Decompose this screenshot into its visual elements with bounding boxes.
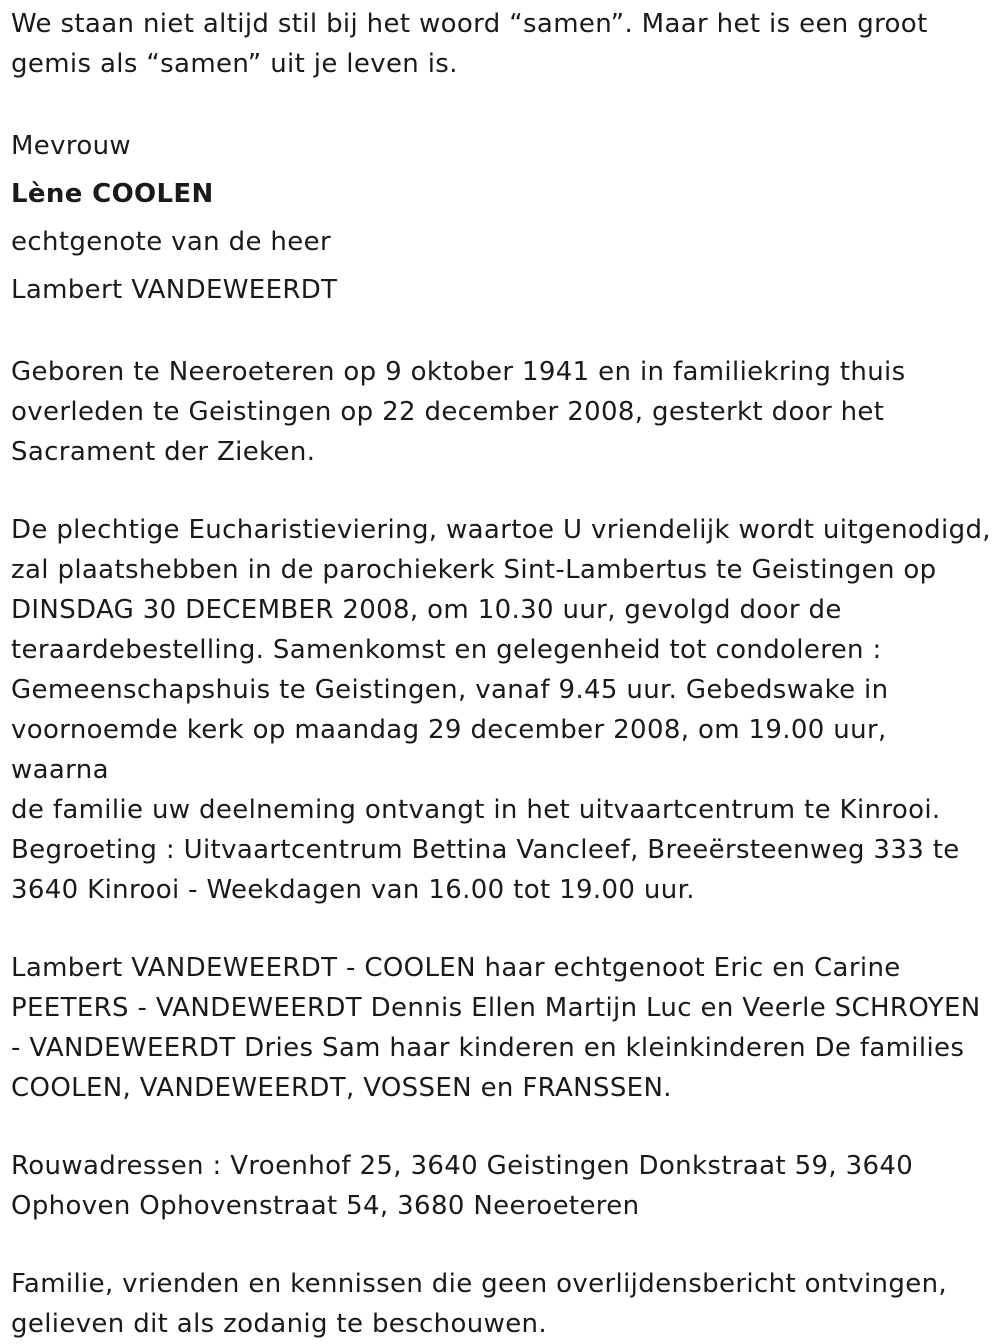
paragraph-line: Sacrament der Zieken. — [11, 437, 316, 467]
intro-line: gemis als “samen” uit je leven is. — [11, 49, 458, 79]
paragraph-line: COOLEN, VANDEWEERDT, VOSSEN en FRANSSEN. — [11, 1073, 672, 1103]
intro-line: We staan niet altijd stil bij het woord “samen”. Maar het is een groot — [11, 9, 928, 39]
paragraph-line: - VANDEWEERDT Dries Sam haar kinderen en kleinkinderen De families — [11, 1033, 965, 1063]
deceased-block — [11, 122, 991, 314]
spouse-name: Lambert VANDEWEERDT — [11, 275, 338, 305]
paragraph-line: Begroeting : Uitvaartcentrum Bettina Vancleef, Breeërsteenweg 333 te — [11, 835, 960, 865]
paragraph-line: voornoemde kerk op maandag 29 december 2008, om 19.00 uur, waarna — [11, 715, 887, 785]
relation-text: echtgenote van de heer — [11, 227, 331, 257]
intro-quote — [11, 4, 991, 84]
paragraph-line: 3640 Kinrooi - Weekdagen van 16.00 tot 19.00 uur. — [11, 875, 695, 905]
family-paragraph — [11, 948, 991, 1108]
paragraph-line: teraardebestelling. Samenkomst en gelegenheid tot condoleren : — [11, 635, 882, 665]
salutation: Mevrouw — [11, 131, 132, 161]
birth-death-paragraph — [11, 352, 991, 472]
obituary-notice — [11, 4, 991, 1344]
paragraph-line: Ophoven Ophovenstraat 54, 3680 Neeroeteren — [11, 1191, 640, 1221]
paragraph-line: Rouwadressen : Vroenhof 25, 3640 Geistingen Donkstraat 59, 3640 — [11, 1151, 914, 1181]
paragraph-line: DINSDAG 30 DECEMBER 2008, om 10.30 uur, gevolgd door de — [11, 595, 842, 625]
closing-paragraph — [11, 1264, 991, 1344]
paragraph-line: Geboren te Neeroeteren op 9 oktober 1941 en in familiekring thuis — [11, 357, 906, 387]
paragraph-line: gelieven dit als zodanig te beschouwen. — [11, 1309, 547, 1339]
addresses-paragraph — [11, 1146, 991, 1226]
deceased-name: Lène COOLEN — [11, 179, 214, 209]
paragraph-line: De plechtige Eucharistieviering, waartoe U vriendelijk wordt uitgenodigd, — [11, 515, 991, 545]
paragraph-line: zal plaatshebben in de parochiekerk Sint-Lambertus te Geistingen op — [11, 555, 937, 585]
paragraph-line: Lambert VANDEWEERDT - COOLEN haar echtgenoot Eric en Carine — [11, 953, 901, 983]
paragraph-line: PEETERS - VANDEWEERDT Dennis Ellen Martijn Luc en Veerle SCHROYEN — [11, 993, 981, 1023]
paragraph-line: de familie uw deelneming ontvangt in het uitvaartcentrum te Kinrooi. — [11, 795, 941, 825]
ceremony-paragraph — [11, 510, 991, 910]
paragraph-line: Gemeenschapshuis te Geistingen, vanaf 9.45 uur. Gebedswake in — [11, 675, 889, 705]
paragraph-line: overleden te Geistingen op 22 december 2008, gesterkt door het — [11, 397, 885, 427]
paragraph-line: Familie, vrienden en kennissen die geen overlijdensbericht ontvingen, — [11, 1269, 948, 1299]
